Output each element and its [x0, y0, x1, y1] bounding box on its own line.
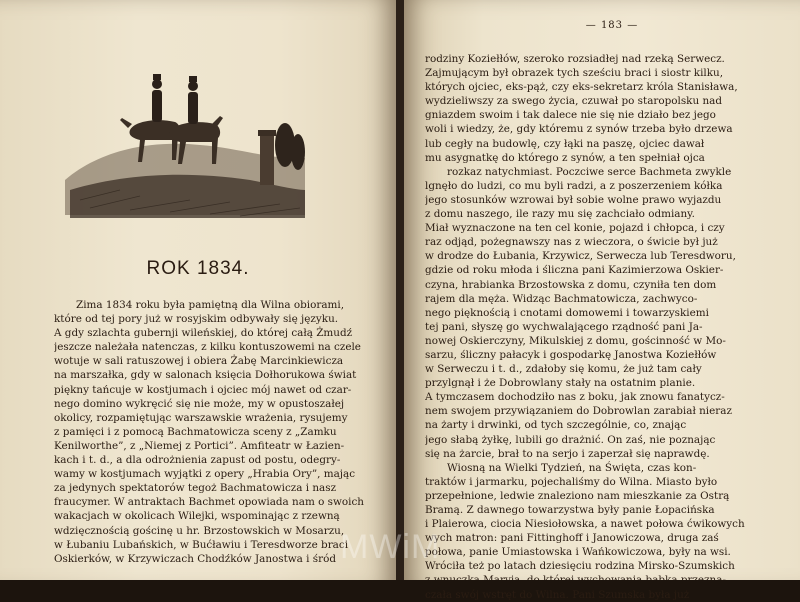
text-line: wamy w kostjumach wyjątki z opery „Hrabia Ory”, mając: [54, 468, 356, 481]
text-line: wotuje w sali ratuszowej i obiera Żabę Marcinkiewicza: [54, 355, 344, 368]
text-line: raz odjąd, pożegnawszy nas z wieczora, o świcie był już: [425, 236, 718, 249]
text-line: przylgnął i że Dobrowlany stały na ostatnim planie.: [425, 377, 696, 390]
text-line: woli i wiedzy, że, gdy któremu z synów trzeba było drzewa: [425, 123, 733, 136]
text-line: kach i t. d., a dla odrożnienia zapust od postu, odegry-: [54, 454, 341, 467]
text-line: mu asygnatkę do którego z synów, a ten spełniał ojca: [425, 151, 705, 164]
text-line: Zajmującym był obrazek tych sześciu braci i siostr kilku,: [425, 67, 724, 80]
text-line: rozkaz natychmiast. Poczciwe serce Bachmeta zwykle: [447, 165, 732, 178]
text-line: się na żarcie, brał to na serjo i zaperzał się naprawdę.: [425, 447, 710, 460]
watermark: MWiM: [340, 528, 441, 566]
text-line: lub cegły na budowlę, czy łąki na paszę, ojciec dawał: [425, 137, 705, 150]
text-line: w Serweczu i t. d., zdałoby się komu, że już tam cały: [425, 363, 702, 376]
text-line: których ojciec, eks-pąż, czy eks-sekretarz króla Stanisława,: [425, 81, 738, 94]
text-line: czyna, hrabianka Brzostowska z domu, czyniła ten dom: [425, 278, 717, 291]
text-line: w drodze do Łubania, Krzywicz, Serwecza lub Teresdworu,: [425, 250, 736, 263]
text-line: nego pięknością i cnotami domowemi i towarzyskiemi: [425, 306, 709, 319]
text-line: piękny tańcuje w kostjumach i ojciec mój nawet od czar-: [54, 383, 352, 396]
text-line: traktów i jarmarku, pojechaliśmy do Wilna. Miasto było: [425, 475, 718, 488]
text-line: połowa, panie Umiastowska i Wańkowiczowa, były na wsi.: [425, 546, 731, 559]
riders-illustration: [60, 40, 310, 225]
text-line: lgnęło do ludzi, co mu byli radzi, a z poszerzeniem kółka: [425, 179, 723, 192]
text-line: Bramą. Z dawnego towarzystwa były panie Łopacińska: [425, 504, 715, 516]
left-body-text: [54, 298, 368, 566]
text-line: nego domino wykręcić się nie może, my w opustoszałej: [54, 397, 345, 410]
text-line: Zima 1834 roku była pamiętną dla Wilna obiorami,: [76, 299, 345, 311]
chapter-title: ROK 1834.: [146, 258, 250, 279]
text-line: rajem dla męża. Widząc Bachmatowicza, zachwyco-: [425, 292, 698, 305]
text-line: Miał wyznaczone na ten cel konie, pojazd i chłopca, i czy: [425, 222, 725, 235]
left-page: [0, 0, 396, 588]
text-line: gdzie od roku młoda i śliczna pani Kazimierzowa Oskier-: [425, 264, 724, 277]
text-line: Wiosną na Wielki Tydzień, na Święta, czas kon-: [447, 461, 697, 474]
text-line: jeszcze należała natenczas, z kilku kontuszowemi na czele: [54, 341, 361, 354]
text-line: jego słabą żyłkę, lubili go drażnić. On zaś, nie poznając: [425, 433, 716, 446]
text-line: okolicy, rozpamiętując warszawskie wrażenia, rysujemy: [54, 411, 348, 424]
text-line: tej pani, słyszę go wychwalającego rządność pani Ja-: [425, 320, 703, 333]
text-line: rodziny Koziełłów, szeroko rozsiadłej nad rzeką Serwecz.: [425, 53, 725, 65]
text-line: Wróciła też po latach dziesięciu rodzina Mirsko-Szumskich: [425, 560, 735, 573]
text-line: nowej Oskierczyny, Mikulskiej z domu, gościnność w Mo-: [425, 334, 726, 347]
text-line: Kenilworthe”, z „Niemej z Portici”. Amfiteatr w Łazien-: [54, 439, 345, 452]
text-line: za jedynych spektatorów tegoż Bachmatowicza i nasz: [54, 482, 337, 495]
text-line: na marszałka, gdy w salonach księcia Dołhorukowa świat: [54, 369, 357, 382]
text-line: jego stosunków wzrowai był sobie wolne prawo wyjazdu: [425, 193, 722, 206]
text-line: wydzieliwszy za swego życia, czuwał po staropolsku nad: [425, 95, 723, 108]
book-gutter: [396, 0, 404, 588]
text-line: czała swój wstręt do Wilna. Pani Szumska była już: [425, 588, 690, 601]
text-line: sarzu, śliczny pałacyk i gospodarkę Janostwa Koziełłów: [425, 348, 717, 361]
text-line: wych matron: pani Fittinghoff i Janowiczowa, druga zaś: [425, 532, 719, 545]
text-line: gniazdem swoim i tak dalece nie się nie działo bez jego: [425, 109, 716, 122]
text-line: nem swojem przywiązaniem do Dobrowlan zarabiał nieraz: [425, 405, 732, 418]
text-line: A tymczasem dochodziło nas z boku, jak znowu fanatycz-: [425, 391, 725, 404]
text-line: wakacjach w okolicach Wilejki, wspominając z rzewną: [54, 510, 340, 523]
text-line: w Łubaniu Lubańskich, w Bućławiu i Teresdworze braci: [54, 538, 349, 551]
text-line: z pamięci i z pomocą Bachmatowicza sceny z „Zamku: [54, 425, 337, 438]
text-line: wdzięcznością gościnę u hr. Brzostowskich w Mosarzu,: [54, 524, 345, 537]
text-line: które od tej pory już w rosyjskim odbywały się języku.: [54, 313, 339, 326]
right-body-text: [425, 52, 772, 602]
text-line: fraucymer. W antraktach Bachmet opowiada nam o swoich: [54, 496, 364, 509]
text-line: Oskierków, w Krzywiczach Chodźków Janostwa i śród: [54, 552, 337, 565]
text-line: przepełnione, ledwie znaleziono nam mieszkanie za Ostrą: [425, 489, 730, 502]
text-line: A gdy szlachta gubernji wileńskiej, do której całą Żmudź: [54, 327, 353, 340]
bottom-edge: [0, 580, 800, 588]
text-line: z domu naszego, ile razy mu się zachciało odmiany.: [425, 208, 695, 221]
text-line: na żarty i drwinki, od tych szczególnie, co, znając: [425, 419, 687, 432]
page-number: — 183 —: [585, 20, 639, 31]
text-line: i Plaierowa, ciocia Niesiołowska, a nawet połowa ćwikowych: [425, 518, 745, 531]
